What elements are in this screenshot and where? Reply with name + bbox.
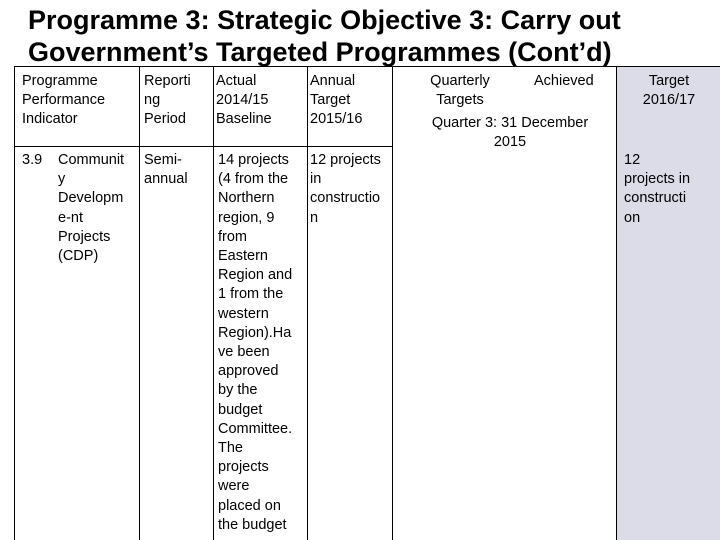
header-quarterly-targets: Quarterly Targets [430,73,490,109]
table-border-left [14,66,15,540]
header-achieved: Achieved [534,73,594,89]
header-annual-target: Annual Target 2015/16 [310,73,363,128]
header-quarter-3: Quarter 3: 31 December 2015 [431,115,589,151]
row-reporting-period: Semi- annual [144,152,188,188]
title-line-2: Government’s Targeted Programmes (Cont’d) [28,37,612,67]
row-annual-target: 12 projects in constructio n [310,152,381,226]
table-border-top [14,66,618,67]
page-title [28,4,718,68]
row-actual-baseline: 14 projects (4 from the Northern region, 9 from Eastern Region and 1 from the western Region).Ha ve been approved by the budget Committee. The projects were placed on the budget [218,152,293,533]
column-divider [307,66,308,540]
row-number: 3.9 [22,152,43,168]
header-actual-baseline: Actual 2014/15 Baseline [216,73,272,128]
row-indicator: Communit y Developm e-nt Projects (CDP) [58,152,125,265]
title-line-1: Programme 3: Strategic Objective 3: Carry out [28,5,621,35]
column-divider [213,66,214,540]
column-divider [139,66,140,540]
column-divider [392,66,393,540]
header-target-2016-17: Target 2016/17 [642,73,696,109]
target-column-shading [616,66,720,540]
header-reporting-period: Reporti ng Period [144,73,191,128]
row-target-2016-17: 12 projects in constructi on [624,152,691,226]
header-row-divider [14,146,392,147]
header-indicator: Programme Performance Indicator [22,73,106,128]
